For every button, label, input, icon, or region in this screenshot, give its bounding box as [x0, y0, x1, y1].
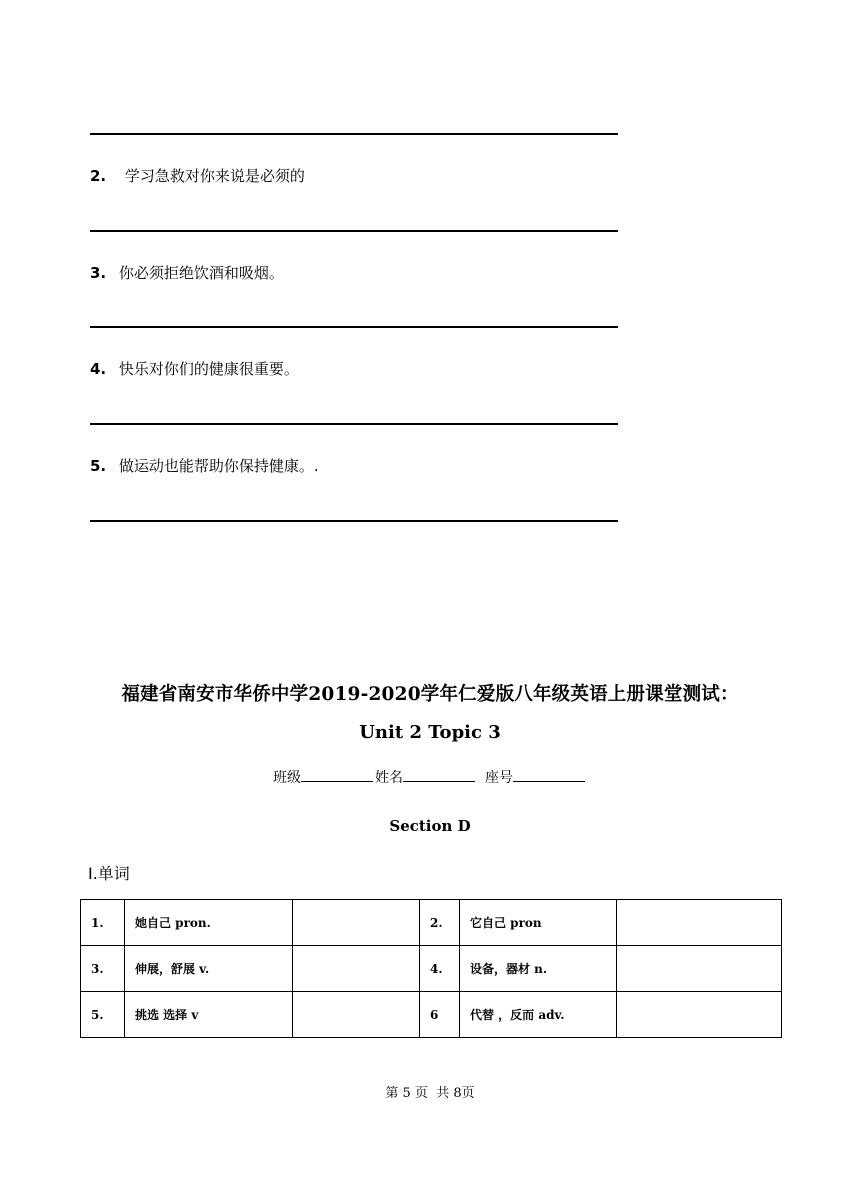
answer-line-1[interactable]	[90, 133, 618, 135]
vocab-answer-cell[interactable]	[617, 992, 782, 1038]
vocab-number: 1.	[81, 900, 125, 946]
document-subtitle: Unit 2 Topic 3	[359, 722, 501, 743]
question-text: 你必须拒绝饮酒和吸烟。	[118, 264, 284, 282]
section-title: Section D	[389, 817, 471, 835]
question-number: 4.	[90, 360, 107, 378]
question-number: 5.	[90, 457, 107, 475]
part-heading: Ⅰ.单词	[88, 864, 130, 883]
vocab-number: 3.	[81, 946, 125, 992]
class-label: 班级	[273, 770, 301, 786]
answer-line-5[interactable]	[90, 520, 618, 522]
student-info-line	[0, 767, 860, 787]
vocab-number: 5.	[81, 992, 125, 1038]
answer-line-4[interactable]	[90, 423, 618, 425]
table-row	[81, 992, 782, 1038]
table-row	[81, 900, 782, 946]
seat-blank[interactable]	[513, 767, 585, 782]
page-footer: 第 5 页 共 8页	[385, 1086, 475, 1101]
vocab-word: 伸展，舒展 v.	[125, 946, 293, 992]
document-title: 福建省南安市华侨中学2019-2020学年仁爱版八年级英语上册课堂测试：	[121, 684, 739, 705]
vocab-word: 挑选 选择 v	[125, 992, 293, 1038]
question-text: 学习急救对你来说是必须的	[124, 167, 305, 185]
question-number: 3.	[90, 264, 107, 282]
vocab-answer-cell[interactable]	[617, 946, 782, 992]
class-blank[interactable]	[301, 767, 373, 782]
vocab-word: 她自己 pron.	[125, 900, 293, 946]
question-3	[90, 263, 284, 283]
vocab-answer-cell[interactable]	[293, 900, 420, 946]
vocab-number: 2.	[420, 900, 460, 946]
vocab-table	[80, 899, 782, 1038]
question-5	[90, 456, 319, 476]
answer-line-2[interactable]	[90, 230, 618, 232]
vocab-number: 6	[420, 992, 460, 1038]
vocab-word: 代替 ，反而 adv.	[460, 992, 617, 1038]
vocab-answer-cell[interactable]	[617, 900, 782, 946]
name-blank[interactable]	[403, 767, 475, 782]
vocab-word: 设备，器材 n.	[460, 946, 617, 992]
vocab-answer-cell[interactable]	[293, 946, 420, 992]
answer-line-3[interactable]	[90, 326, 618, 328]
question-text: 快乐对你们的健康很重要。	[118, 360, 299, 378]
vocab-number: 4.	[420, 946, 460, 992]
question-number: 2.	[90, 167, 107, 185]
vocab-answer-cell[interactable]	[293, 992, 420, 1038]
question-text: 做运动也能帮助你保持健康。.	[118, 457, 319, 475]
name-label: 姓名	[375, 770, 403, 786]
vocab-word: 它自己 pron	[460, 900, 617, 946]
question-2	[90, 166, 305, 186]
seat-label: 座号	[485, 770, 513, 786]
question-4	[90, 359, 299, 379]
table-row	[81, 946, 782, 992]
